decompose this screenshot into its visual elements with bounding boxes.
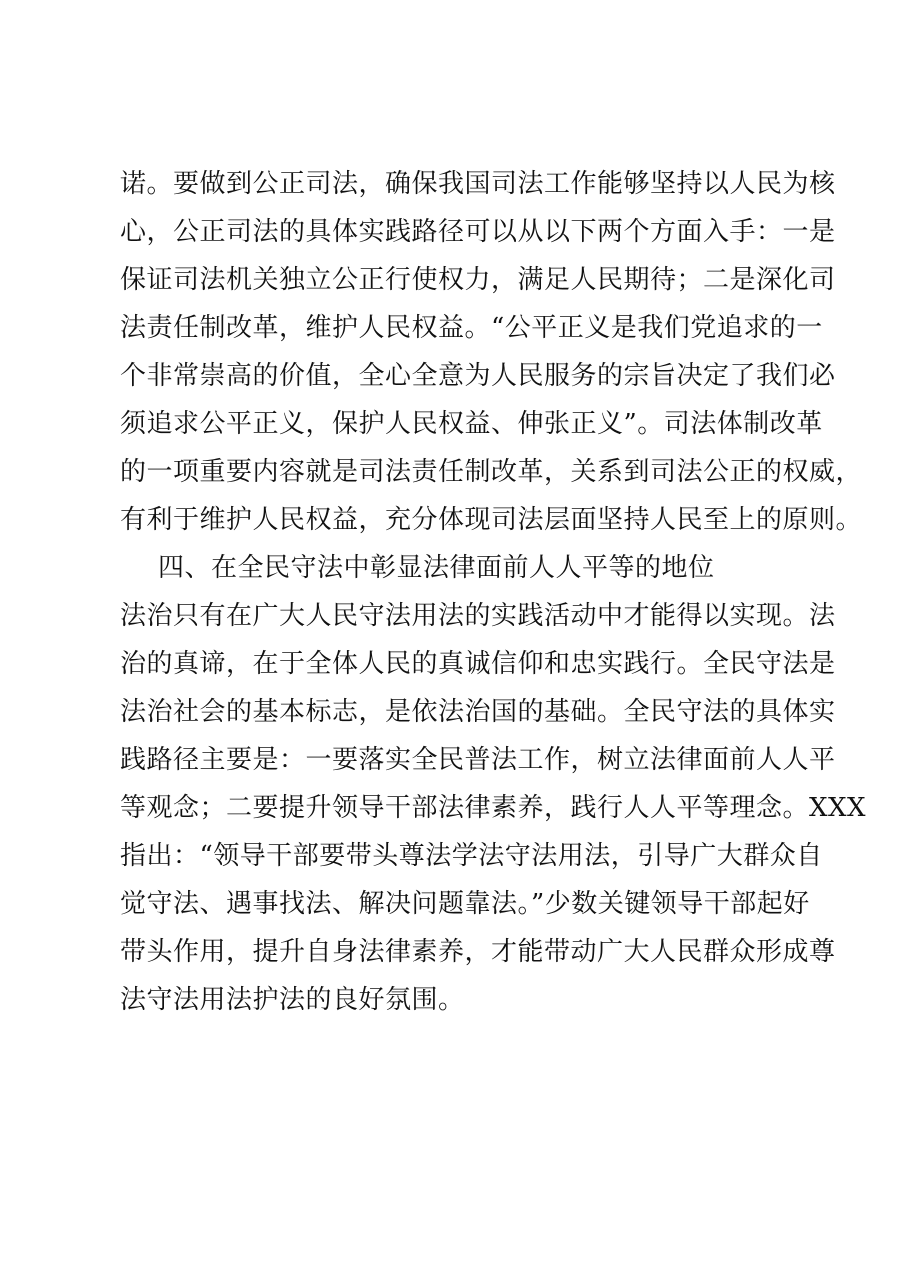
paragraph-2-line-4: 践路径主要是：一要落实全民普法工作，树立法律面前人人平 bbox=[120, 745, 836, 775]
paragraph-2-line-6: 指出：“领导干部要带头尊法学法守法用法，引导广大群众自 bbox=[120, 841, 823, 871]
section-heading: 四、在全民守法中彰显法律面前人人平等的地位 bbox=[158, 553, 715, 583]
paragraph-1-line-5: 个非常崇高的价值，全心全意为人民服务的宗旨决定了我们必 bbox=[120, 361, 836, 391]
paragraph-2-line-2: 治的真谛，在于全体人民的真诚信仰和忠实践行。全民守法是 bbox=[120, 649, 836, 679]
paragraph-1-line-3: 保证司法机关独立公正行使权力，满足人民期待；二是深化司 bbox=[120, 265, 836, 295]
paragraph-2-line-5: 等观念；二要提升领导干部法律素养，践行人人平等理念。XXX bbox=[120, 793, 867, 823]
paragraph-1-line-4: 法责任制改革，维护人民权益。“公平正义是我们党追求的一 bbox=[120, 313, 823, 343]
paragraph-1-line-1: 诺。要做到公正司法，确保我国司法工作能够坚持以人民为核 bbox=[120, 169, 836, 199]
paragraph-2-line-8: 带头作用，提升自身法律素养，才能带动广大人民群众形成尊 bbox=[120, 937, 836, 967]
paragraph-1-line-7: 的一项重要内容就是司法责任制改革，关系到司法公正的权威， bbox=[120, 457, 863, 487]
paragraph-1-line-8: 有利于维护人民权益，充分体现司法层面坚持人民至上的原则。 bbox=[120, 505, 863, 535]
paragraph-2-line-3: 法治社会的基本标志，是依法治国的基础。全民守法的具体实 bbox=[120, 697, 836, 727]
paragraph-1-line-2: 心，公正司法的具体实践路径可以从以下两个方面入手：一是 bbox=[120, 217, 836, 247]
paragraph-1-line-6: 须追求公平正义，保护人民权益、伸张正义”。司法体制改革 bbox=[120, 409, 823, 439]
paragraph-2-line-7: 觉守法、遇事找法、解决问题靠法。”少数关键领导干部起好 bbox=[120, 889, 810, 919]
paragraph-2-line-1: 法治只有在广大人民守法用法的实践活动中才能得以实现。法 bbox=[120, 601, 836, 631]
paragraph-2-line-9: 法守法用法护法的良好氛围。 bbox=[120, 985, 465, 1015]
